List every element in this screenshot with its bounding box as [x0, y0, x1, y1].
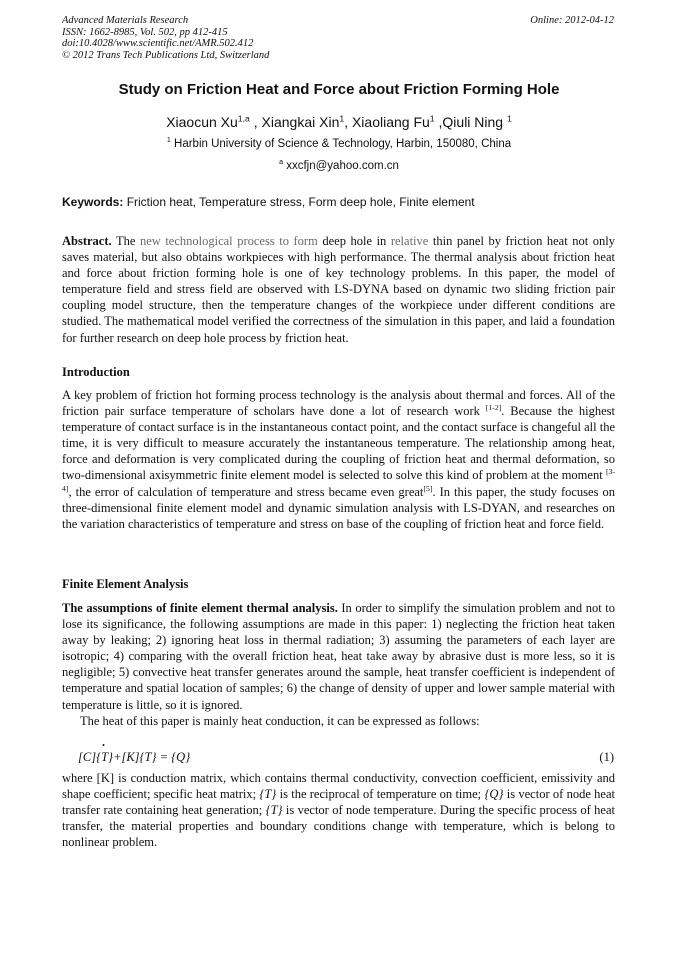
author-3: , Xiaoliang Fu	[344, 114, 430, 130]
email-sup: a	[279, 158, 284, 167]
journal-name: Advanced Materials Research	[62, 15, 189, 26]
doi-line: doi:10.4028/www.scientific.net/AMR.502.412	[62, 38, 254, 49]
abstract-text-2: deep hole in	[317, 234, 391, 248]
paper-title: Study on Friction Heat and Force about Friction Forming Hole	[118, 81, 560, 98]
where-math-q: {Q}	[484, 787, 504, 802]
equation-tdot: • T	[101, 750, 108, 765]
citation-3-4[interactable]: [3-4]	[62, 467, 615, 493]
email-line	[0, 160, 678, 172]
equation-part-2: }+[K]{T} = {Q}	[108, 750, 191, 764]
intro-text-1: A key problem of friction hot forming process technology is the analysis about thermal and forces. All of the friction pair surface temperature of scholars have done a lot of research work	[62, 388, 615, 419]
citation-1-2[interactable]: [1-2]	[485, 402, 502, 412]
where-text-2: is the reciprocal of temperature on time;	[276, 787, 485, 802]
author-list	[0, 114, 678, 130]
author-2: , Xiangkai Xin	[249, 114, 340, 130]
where-text-3: is vector of node heat transfer rate containing heat generation;	[62, 787, 615, 818]
intro-text-3: , the error of calculation of temperature and stress became even great	[68, 484, 424, 499]
fea-body	[62, 600, 615, 729]
author-1: Xiaocun Xu	[166, 114, 238, 130]
fea-heat-text: The heat of this paper is mainly heat conduction, it can be expressed as follows:	[80, 713, 480, 728]
affiliation	[0, 138, 678, 150]
fea-assumptions-text: In order to simplify the simulation problem and not to lose its significance, the following assumptions are made in this paper: 1) neglecting the friction heat taken away by leaking; 2) ignoring heat loss in thermal radiation; 3) assuming the parameters of each layer are isotropic; 4) comparing with the overall friction heat, heat take away by abrasive dust is more less, so it is negligible; 5) convective heat transfer generates around the sample, heat transfer coefficient is independent of temperature and spatial location of samples; 6) the change of density of upper and lower sample material with temperature is little, so it is ignored.	[62, 601, 615, 712]
where-text-4: is vector of node temperature. During the specific process of heat transfer, the material properties and boundary conditions change with temperature, which is belong to nonlinear problem.	[62, 803, 615, 850]
equation-explanation	[62, 770, 615, 850]
where-text-1: where [K] is conduction matrix, which contains thermal conductivity, convection coefficient, emissivity and shape coefficient; specific heat matrix;	[62, 771, 615, 802]
copyright-line: © 2012 Trans Tech Publications Ltd, Switzerland	[62, 49, 270, 61]
abstract-text-3: thin panel by friction heat not only saves material, but also obtains workpieces with high performance. The thermal analysis about friction heat and force about friction forming hole is one of key technology problems. In this paper, the model of temperature field and stress field are observed with LS-DYNA based on dynamic two sliding friction pair coupling model structure, then the temperature changes of the workpiece under different conditions are studied. The mathematical model verified the correctness of the simulation in this paper, and laid a foundation for further research on deep hole process by friction heat.	[62, 234, 615, 345]
abstract-link-1[interactable]: new technological process to form	[139, 234, 318, 248]
keywords	[62, 195, 618, 209]
author-4-sup: 1	[506, 113, 512, 124]
abstract-text-1: The	[111, 234, 140, 248]
fea-heading: Finite Element Analysis	[62, 577, 189, 591]
equation-part-1: [C]{	[78, 750, 102, 764]
journal-header	[62, 15, 269, 61]
keywords-label: Keywords:	[62, 195, 124, 209]
affiliation-sup: 1	[166, 136, 171, 145]
equation-1	[78, 750, 190, 765]
where-math-tdot: {T}	[259, 787, 277, 802]
email-address[interactable]: xxcfjn@yahoo.com.cn	[283, 160, 399, 172]
intro-text-4: . In this paper, the study focuses on three-dimensional finite element model and dynamic simulation analysis with LS-DYAN, and researches on the variation characteristics of temperature and stress on base of the coupling of friction heat and force field.	[62, 484, 615, 531]
fea-subheading: The assumptions of finite element thermal analysis.	[62, 601, 338, 615]
abstract-link-2[interactable]: relative	[390, 234, 429, 248]
online-date: Online: 2012-04-12	[530, 15, 614, 26]
author-2-sup: 1	[339, 113, 345, 124]
introduction-heading: Introduction	[62, 365, 130, 379]
intro-text-2: . Because the highest temperature of contact surface is in the instantaneous contact point, and the contact surface is changeful all the time, it is very difficult to measure accurately the instantaneous temperature. The relationship among heat, force and deformation is very complicated during the coupling of friction heat and thermal deformation, so two-dimensional axisymmetric finite element model is selected to solve this kind of problem at the moment	[62, 404, 615, 483]
abstract-label: Abstract.	[62, 234, 112, 248]
author-4: ,Qiuli Ning	[434, 114, 507, 130]
keywords-text: Friction heat, Temperature stress, Form deep hole, Finite element	[123, 195, 475, 209]
introduction-body	[62, 387, 615, 532]
where-math-t: {T}	[265, 803, 283, 818]
citation-5[interactable]: [5]	[423, 483, 433, 493]
issn-line: ISSN: 1662-8985, Vol. 502, pp 412-415	[62, 26, 228, 38]
affiliation-text: Harbin University of Science & Technology, Harbin, 150080, China	[170, 138, 512, 150]
abstract	[62, 233, 615, 346]
author-3-sup: 1	[429, 113, 435, 124]
author-1-sup: 1,a	[237, 113, 250, 124]
equation-number: (1)	[599, 750, 614, 764]
